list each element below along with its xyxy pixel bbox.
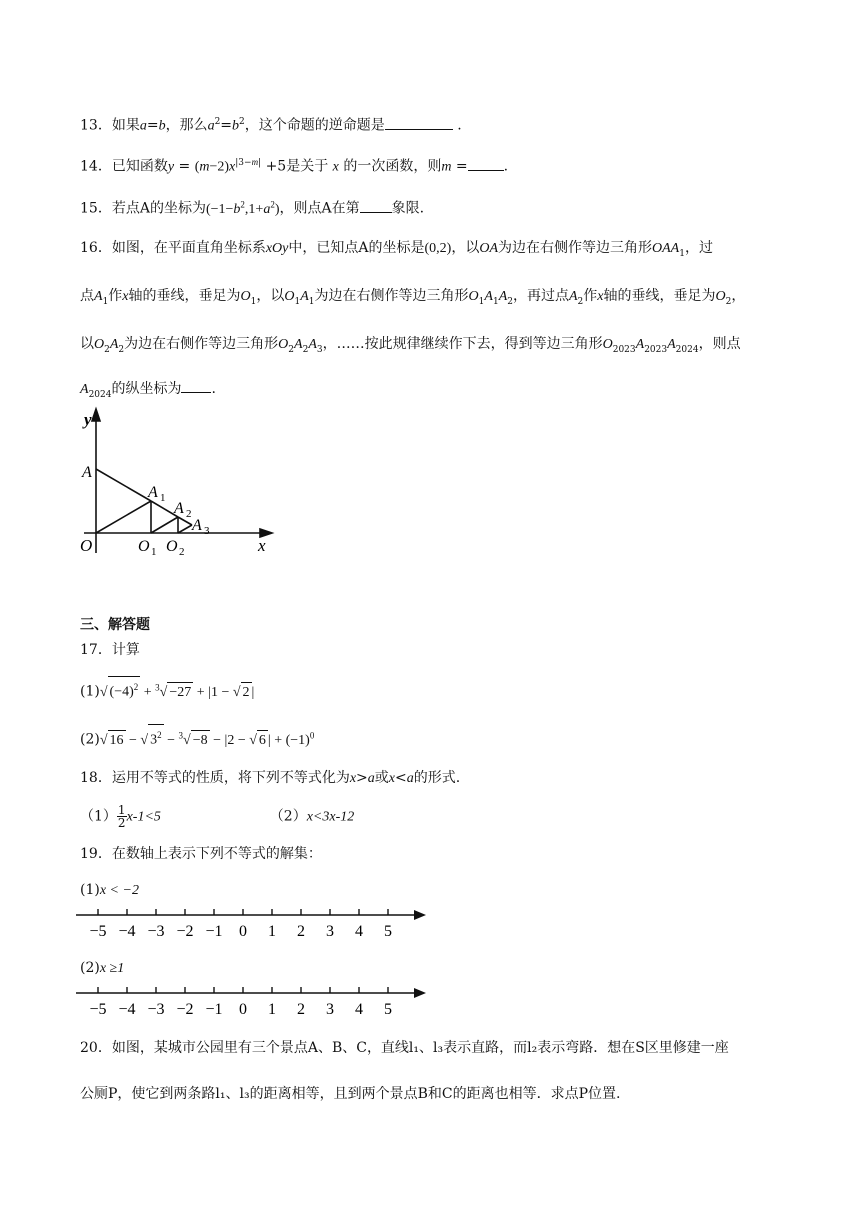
answer-blank[interactable]: [181, 378, 211, 393]
number-line-tick-label: 2: [297, 923, 305, 940]
number-line-arrow: [414, 988, 426, 998]
label-y: y: [84, 410, 92, 429]
number-line-tick-label: 5: [384, 1001, 392, 1018]
answer-blank[interactable]: [385, 115, 453, 130]
number-line-2[interactable]: [76, 984, 436, 1020]
label-A3: A: [192, 517, 202, 534]
question-19-part2: (2)x ≥1: [80, 960, 125, 976]
question-16-line3: 以$O_2A_2$为边在右侧作等边三角形$O_2A_2A_3$，……按此规律继续作下去，得到等边三角形$O_{2023}A_{2023}A_{2024}$，则点: [80, 336, 741, 355]
question-15: 15．若点A的坐标为$(-1-b^2,1+a^2)$，则点A在第 象限.: [80, 199, 425, 217]
number-line-tick-label: 5: [384, 923, 392, 940]
svg-text:2: 2: [186, 508, 192, 520]
number-line-tick-label: 0: [239, 1001, 247, 1018]
number-line-tick-label: −3: [147, 923, 165, 940]
number-line-tick-label: 4: [355, 1001, 363, 1018]
y-axis-arrow: [92, 409, 100, 421]
label-A2: A: [174, 500, 184, 517]
svg-text:1: 1: [151, 546, 157, 558]
number-line-tick-label: −1: [205, 923, 223, 940]
number-line-tick-label: −5: [89, 1001, 107, 1018]
number-line-tick-label: −2: [176, 923, 194, 940]
number-line-tick-label: 4: [355, 923, 363, 940]
question-20-line1: 20．如图，某城市公园里有三个景点A、B、C，直线l₁、l₃表示直路，而l₂表示弯路．想在S区里修建一座: [80, 1040, 729, 1056]
question-18: 18．运用不等式的性质，将下列不等式化为x>a或x<a的形式.: [80, 770, 461, 786]
question-19: 19．在数轴上表示下列不等式的解集：: [80, 846, 322, 862]
svg-text:2: 2: [179, 546, 185, 558]
svg-text:3: 3: [204, 525, 210, 537]
svg-text:1: 1: [160, 492, 166, 504]
label-x: x: [258, 536, 266, 555]
number-line-tick-label: −4: [118, 923, 136, 940]
answer-blank[interactable]: [468, 156, 504, 171]
number-line-arrow: [414, 910, 426, 920]
number-line-tick-label: −4: [118, 1001, 136, 1018]
number-line-tick-label: −5: [89, 923, 107, 940]
question-14: 14．已知函数$y = (m-2)x^{|3-m|} +5$是关于 x 的一次函数，则m = .: [80, 157, 509, 175]
section-heading: 三、解答题: [80, 617, 150, 633]
number-line-1[interactable]: [76, 906, 436, 942]
question-16-line2: 点$A_1$作x轴的垂线，垂足为$O_1$，以$O_1A_1$为边在右侧作等边三角形$O_1A_1A_2$，再过点$A_2$作x轴的垂线，垂足为$O_2$，: [80, 288, 746, 307]
label-O: O: [80, 536, 93, 555]
question-13: 13．如果a=b，那么$a^2=b^2$，这个命题的逆命题是 .: [80, 112, 462, 137]
number-line-tick-label: 3: [326, 923, 334, 940]
number-line-tick-label: 0: [239, 923, 247, 940]
number-line-tick-label: 3: [326, 1001, 334, 1018]
answer-blank[interactable]: [360, 198, 392, 213]
number-line-tick-label: −1: [205, 1001, 223, 1018]
question-17-part2: (2)√ 16 − √ $3^2 - ^3√ -8 - |2$ − √ 6 | + $(-1)^0$: [80, 724, 314, 751]
number-line-tick-label: 1: [268, 1001, 276, 1018]
label-O1: O: [138, 538, 150, 555]
number-line-tick-label: 2: [297, 1001, 305, 1018]
label-A: A: [82, 464, 92, 481]
triangle-figure: [76, 405, 296, 565]
label-A1: A: [148, 484, 158, 501]
question-16-line4: $A_{2024}$的纵坐标为 .: [80, 378, 216, 405]
question-19-part1: (1)x < −2: [80, 882, 139, 898]
question-16-line1: 16．如图，在平面直角坐标系xOy中，已知点A的坐标是(0,2)，以OA为边在右侧作等边三角形$OAA_1$，过: [80, 240, 713, 259]
question-17: 17．计算: [80, 642, 140, 658]
question-17-part1: (1)√ $(-4)^2 + ^3√ -27 + |1$ − √ 2 |: [80, 676, 254, 703]
number-line-tick-label: −3: [147, 1001, 165, 1018]
label-O2: O: [166, 538, 178, 555]
question-20-line2: 公厕P，使它到两条路l₁、l₃的距离相等，且到两个景点B和C的距离也相等．求点P位置.: [80, 1086, 621, 1102]
question-18-parts: （1） $\frac{1}{2}$ x-1<5 （2）x<3x-12: [80, 803, 355, 830]
number-line-tick-label: −2: [176, 1001, 194, 1018]
number-line-tick-label: 1: [268, 923, 276, 940]
